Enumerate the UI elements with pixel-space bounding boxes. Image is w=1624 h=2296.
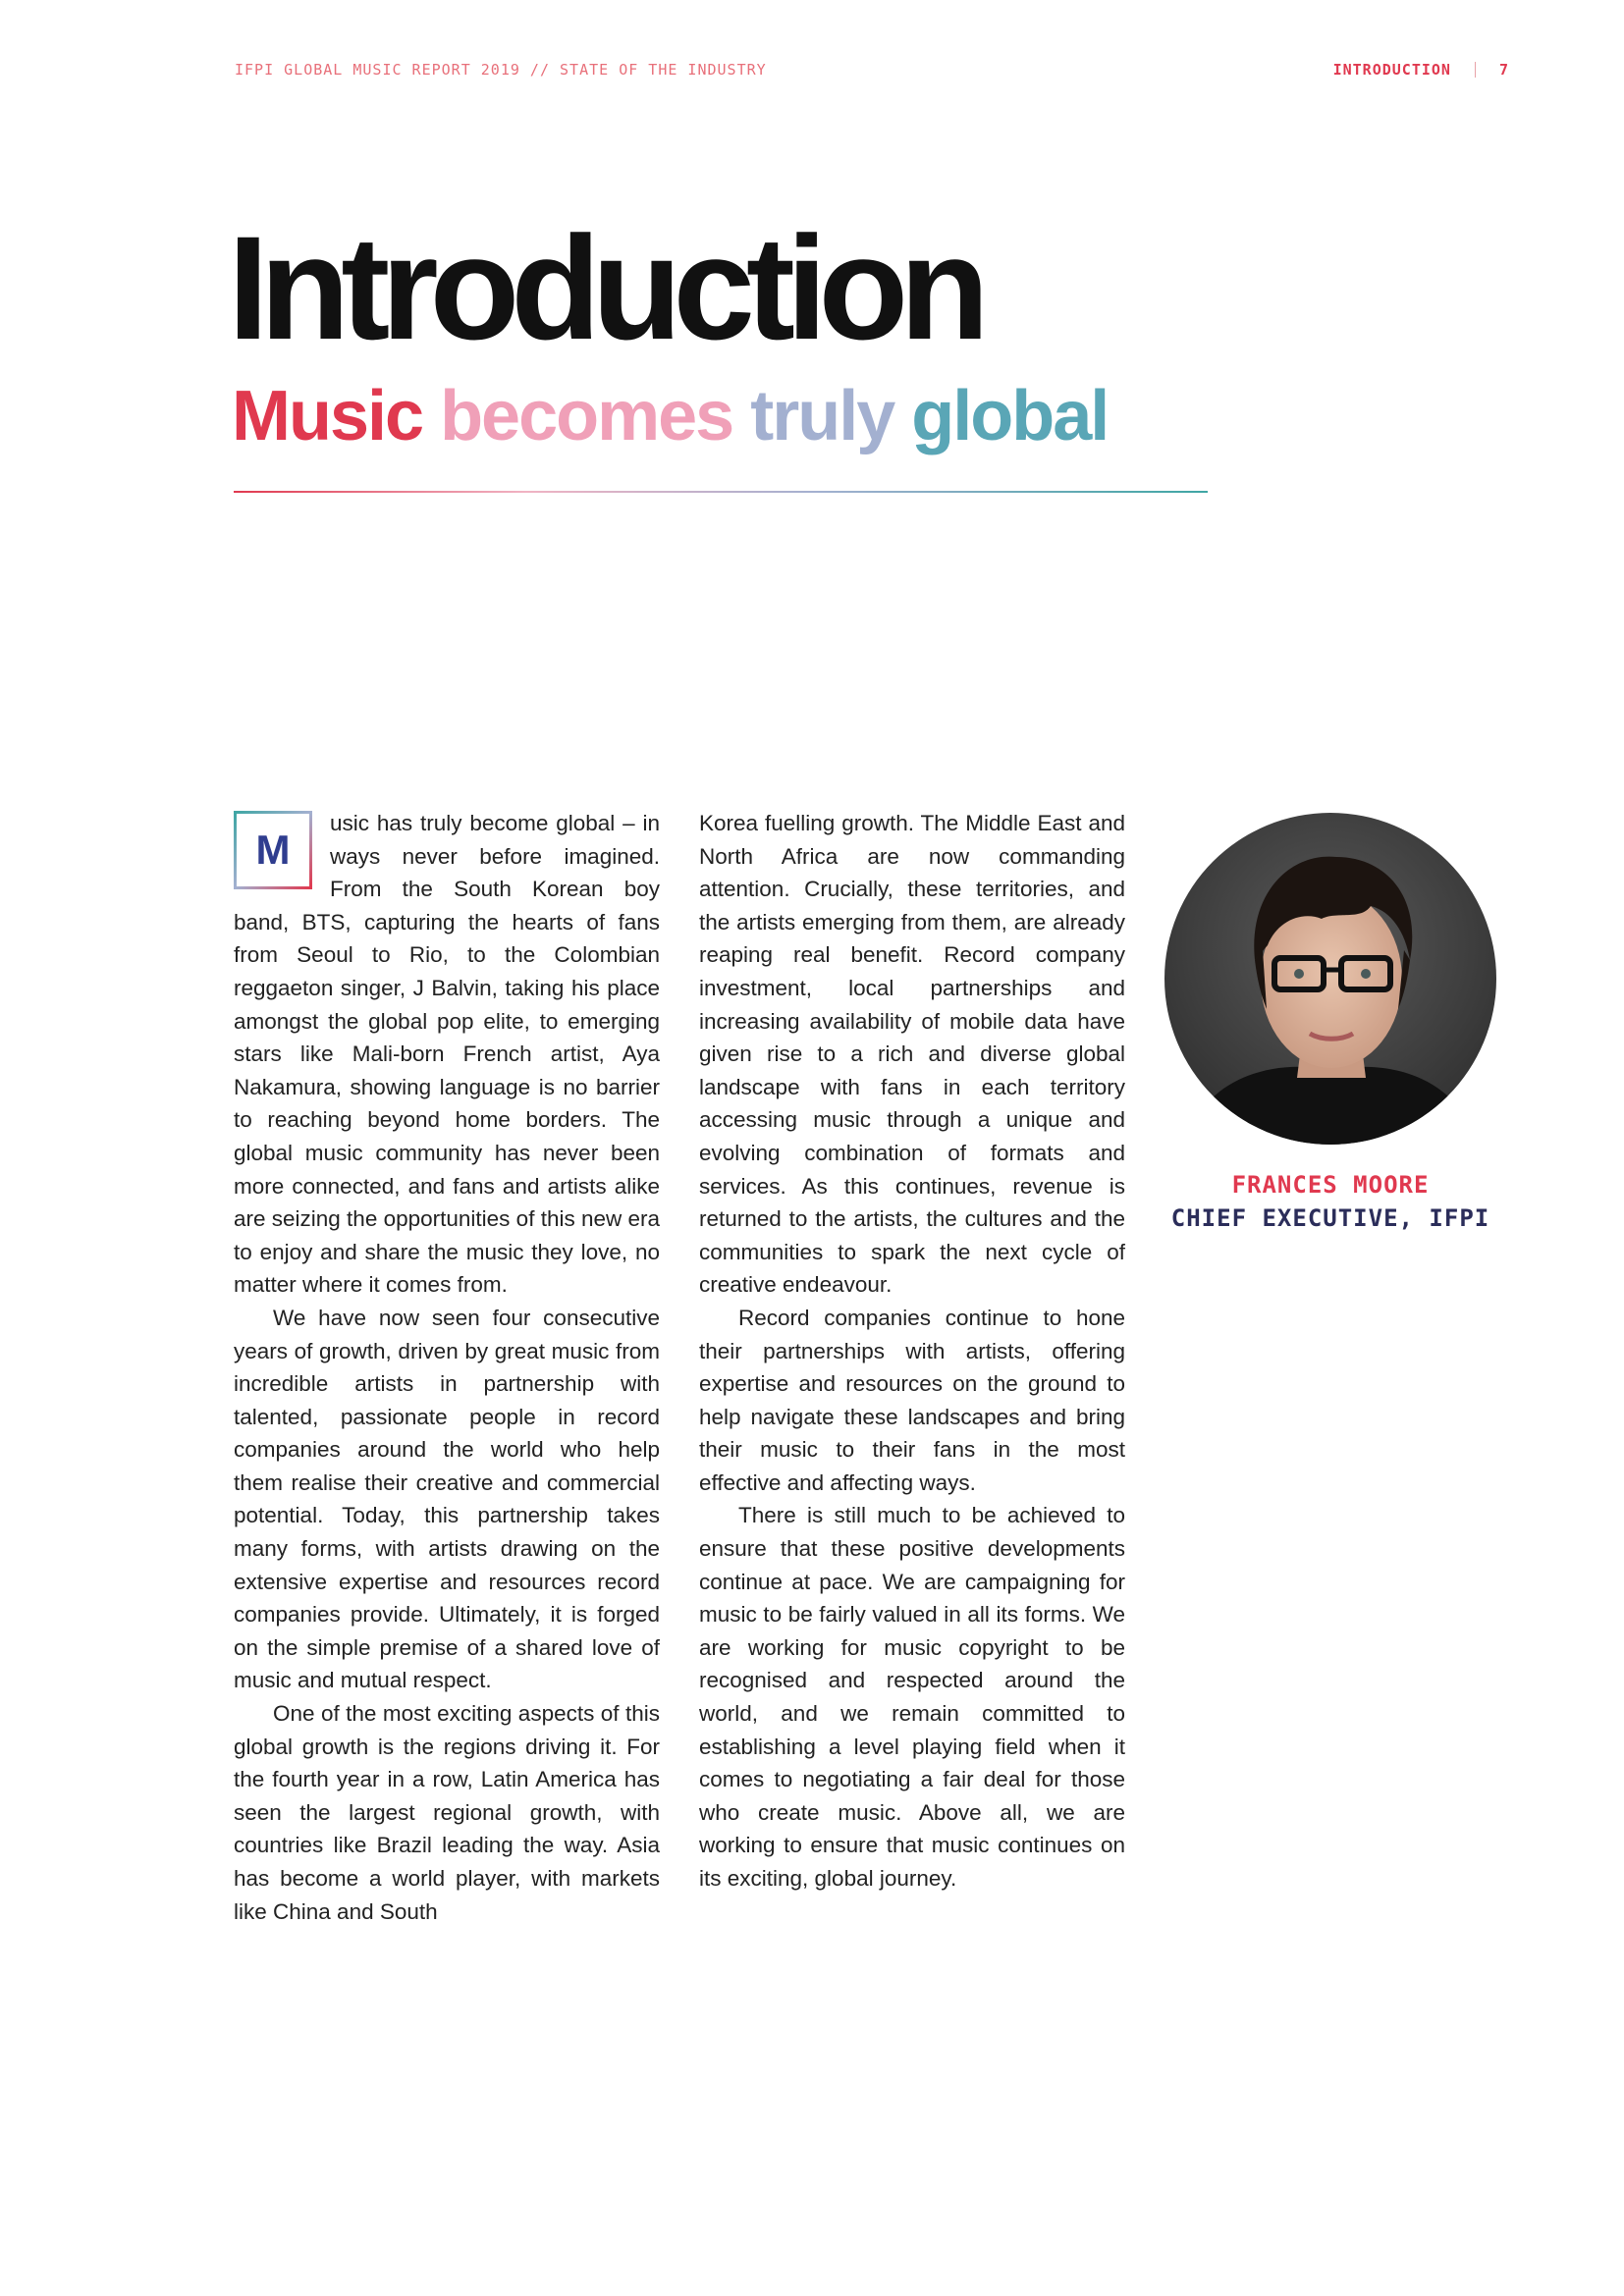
profile-name: FRANCES MOORE — [1231, 1171, 1430, 1199]
portrait-photo — [1164, 813, 1496, 1145]
page-number: 7 — [1498, 61, 1509, 79]
article-column-2 — [699, 807, 1125, 1896]
article-paragraph: We have now seen four consecutive years of growth, driven by great music from incredible artists in partnership with talented, passionate people in record companies around the world who help them realise their creative and commercial potential. Today, this partnership takes many forms, with artists drawing on the extensive expertise and resources record companies provide. Ultimately, it is forged on the simple premise of a shared love of music and mutual respect. — [234, 1305, 660, 1693]
section-name: INTRODUCTION — [1332, 61, 1451, 79]
subtitle-word: truly — [750, 377, 894, 455]
page-subtitle — [232, 377, 1109, 455]
article-paragraph: One of the most exciting aspects of this global growth is the regions driving it. For the fourth year in a row, Latin America has seen the largest regional growth, with countries like Brazil leading the way. Asia has become a world player, with markets like China and South — [234, 1701, 660, 1924]
page-title: Introduction — [228, 205, 981, 370]
article-paragraph: Korea fuelling growth. The Middle East and North Africa are now commanding attention. Crucially, these territories, and the artists emerging from them, are already reaping real benefit. Record company investment, local partnerships and increasing availability of mobile data have given rise to a rich and diverse global landscape with fans in each territory accessing music through a unique and evolving combination of formats and services. As this continues, revenue is returned to the artists, the cultures and the communities to spark the next cycle of creative endeavour. — [699, 811, 1125, 1298]
header-divider — [1475, 62, 1476, 78]
subtitle-word: global — [911, 377, 1109, 455]
drop-cap: M — [234, 811, 312, 889]
article-paragraph: There is still much to be achieved to ensure that these positive developments continue at pace. We are campaigning for music to be fairly valued in all its forms. We are working for music copyright to be recognised and respected around the world, and we remain committed to establishing a level playing field when it comes to negotiating a fair deal for those who create music. Above all, we are working to ensure that music continues on its exciting, global journey. — [699, 1503, 1125, 1891]
title-divider — [234, 491, 1208, 493]
portrait-illustration — [1164, 813, 1496, 1145]
subtitle-word: becomes — [440, 377, 733, 455]
profile-role: CHIEF EXECUTIVE, IFPI — [1170, 1204, 1490, 1232]
article-paragraph: Record companies continue to hone their partnerships with artists, offering expertise and resources on the ground to help navigate these landscapes and bring their music to their fans in the most effective and affecting ways. — [699, 1305, 1125, 1495]
subtitle-word: Music — [232, 377, 423, 455]
article-paragraph: usic has truly become global – in ways never before imagined. From the South Korean boy band, BTS, capturing the hearts of fans from Seoul to Rio, to the Colombian reggaeton singer, J Balvin, taking his place amongst the global pop elite, to emerging stars like Mali-born French artist, Aya Nakamura, showing language is no barrier to reaching beyond home borders. The global music community has never been more connected, and fans and artists alike are seizing the opportunities of this new era to enjoy and share the music they love, no matter where it comes from. — [234, 811, 661, 1298]
section-indicator — [1333, 61, 1509, 79]
running-header-title: IFPI GLOBAL MUSIC REPORT 2019 // STATE OF THE INDUSTRY — [235, 61, 767, 79]
article-column-1 — [234, 807, 660, 1928]
